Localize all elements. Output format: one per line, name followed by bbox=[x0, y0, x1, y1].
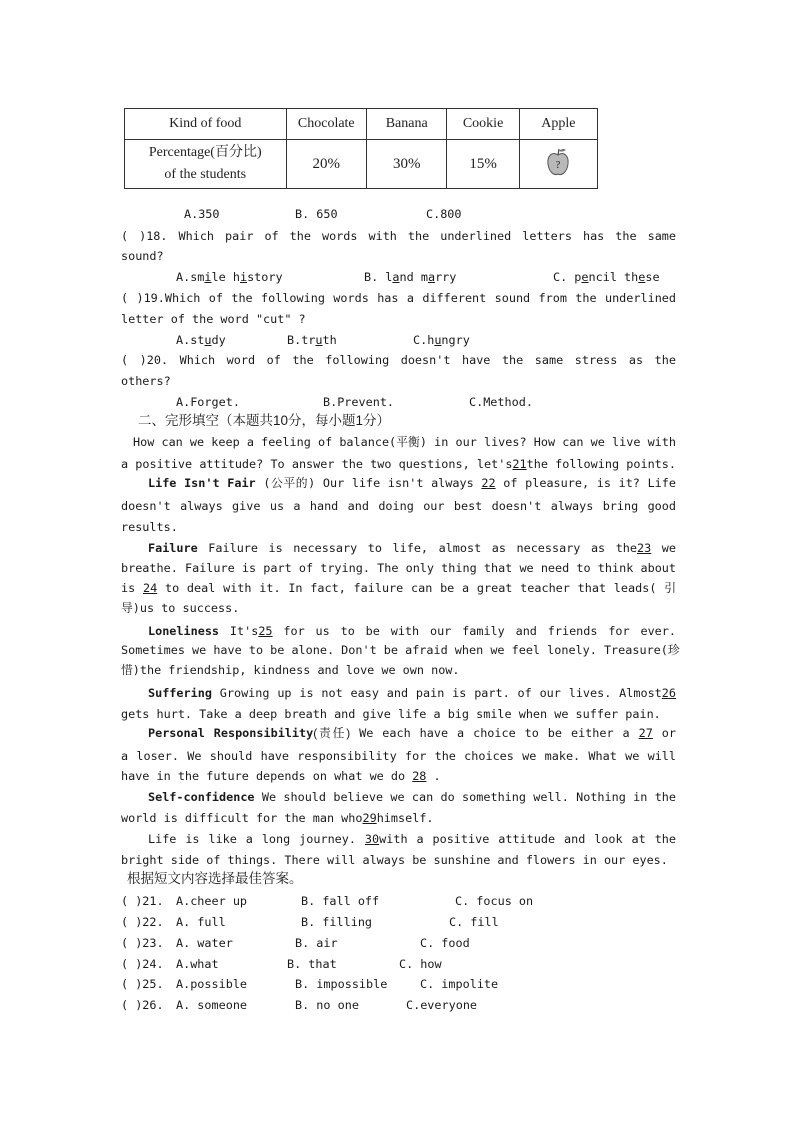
q20-option-a: A.Forget. bbox=[176, 395, 240, 409]
blank-21: 21 bbox=[512, 457, 527, 471]
q24-option-b: B. that bbox=[287, 957, 337, 971]
passage-p3-line-2: breathe. Failure is part of trying. The only thing that we need to think about bbox=[121, 561, 676, 575]
q19-b-text-2: th bbox=[322, 333, 337, 347]
q18-b-text-1: B. l bbox=[364, 270, 393, 284]
q20-stem-line-2: others? bbox=[121, 374, 171, 388]
q19-c-text-1: C.h bbox=[413, 333, 435, 347]
p8-text-a: Life is like a long journey. bbox=[148, 832, 356, 846]
passage-p2-line-2: doesn't always give us a hand and doing our best doesn't always bring good bbox=[121, 499, 676, 513]
q24-option-c: C. how bbox=[399, 957, 442, 971]
passage-p4-line-1 bbox=[148, 621, 676, 641]
q18-stem-line-2: sound? bbox=[121, 249, 164, 263]
passage-p2-line-1 bbox=[148, 473, 676, 493]
p3-text-b: we bbox=[661, 541, 677, 555]
heading-loneliness: Loneliness bbox=[148, 624, 220, 638]
p6-text-d: . bbox=[433, 769, 441, 783]
q21-option-b: B. fall off bbox=[301, 894, 380, 908]
q18-c-text-2: ncil th bbox=[588, 270, 639, 284]
q19-option-a bbox=[176, 330, 226, 350]
q26-option-b: B. no one bbox=[295, 998, 359, 1012]
blank-28: 28 bbox=[412, 769, 427, 783]
q25-option-b: B. impossible bbox=[295, 977, 388, 991]
heading-self-confidence: Self-confidence bbox=[148, 790, 255, 804]
q19-a-text-1: A.st bbox=[176, 333, 205, 347]
q23-option-b: B. air bbox=[295, 936, 338, 950]
p2-text-a: (公平的) Our life isn't always bbox=[263, 476, 474, 490]
passage-p7-line-2 bbox=[121, 808, 434, 828]
blank-22: 22 bbox=[481, 476, 496, 490]
passage-p4-line-3: 惜)the friendship, kindness and love we own now. bbox=[121, 663, 460, 677]
value-banana: 30% bbox=[367, 140, 447, 189]
passage-p1-line-1: How can we keep a feeling of balance(平衡) in our lives? How can we live with bbox=[133, 435, 676, 449]
q18-option-b bbox=[364, 267, 456, 287]
p2-text-b: of pleasure, is it? Life bbox=[503, 476, 676, 490]
q17-option-b: B. 650 bbox=[295, 207, 338, 221]
passage-p5-line-2: gets hurt. Take a deep breath and give life a big smile when we suffer pain. bbox=[121, 707, 661, 721]
q18-a-text-1: A.sm bbox=[176, 270, 205, 284]
q25-number: ( )25. bbox=[121, 977, 164, 991]
passage-p6-line-2: a loser. We should have responsibility for the choices we make. What we will bbox=[121, 749, 676, 763]
heading-personal-responsibility: Personal Responsibility bbox=[148, 726, 314, 740]
q18-c-underlined-1: e bbox=[581, 270, 589, 284]
p5-text-a: Growing up is not easy and pain is part. of our lives. Almost bbox=[219, 686, 662, 700]
q18-a-text-2: le h bbox=[211, 270, 240, 284]
q18-option-c bbox=[553, 267, 660, 287]
p4-text-a: It's bbox=[229, 624, 259, 638]
q23-option-a: A. water bbox=[176, 936, 233, 950]
instruction: 根据短文内容选择最佳答案。 bbox=[127, 871, 303, 886]
q23-number: ( )23. bbox=[121, 936, 164, 950]
q18-c-text-1: C. p bbox=[553, 270, 582, 284]
passage-p5-line-1 bbox=[148, 683, 676, 703]
blank-27: 27 bbox=[638, 726, 653, 740]
q25-option-c: C. impolite bbox=[420, 977, 499, 991]
q23-option-c: C. food bbox=[420, 936, 470, 950]
q18-stem-line-1: ( )18. Which pair of the words with the underlined letters has the same bbox=[121, 229, 676, 243]
q19-a-underlined: u bbox=[204, 333, 212, 347]
p3-text-d: to deal with it. In fact, failure can be a great teacher that leads( bbox=[164, 581, 657, 595]
apple-icon bbox=[546, 147, 570, 177]
q19-stem-line-1: ( )19.Which of the following words has a different sound from the underlined bbox=[121, 291, 676, 305]
p1-text-a: a positive attitude? To answer the two questions, let's bbox=[121, 457, 513, 471]
q20-stem-line-1: ( )20. Which word of the following doesn't have the same stress as the bbox=[121, 353, 676, 367]
passage-p4-line-2: Sometimes we have to be alone. Don't be afraid when we feel lonely. Treasure(珍 bbox=[121, 643, 680, 657]
q22-option-c: C. fill bbox=[449, 915, 499, 929]
blank-29: 29 bbox=[362, 811, 377, 825]
q17-option-a: A.350 bbox=[184, 207, 220, 221]
passage-p3-line-3 bbox=[121, 578, 676, 598]
q18-c-underlined-2: e bbox=[638, 270, 646, 284]
q19-stem-line-2: letter of the word "cut" ? bbox=[121, 312, 306, 326]
passage-p2-line-3: results. bbox=[121, 520, 178, 534]
q18-a-text-3: story bbox=[247, 270, 283, 284]
p6-cn-gloss: (责任) bbox=[313, 726, 351, 740]
food-percentage-table bbox=[124, 108, 598, 189]
q26-option-a: A. someone bbox=[176, 998, 248, 1012]
q21-option-a: A.cheer up bbox=[176, 894, 248, 908]
q19-c-underlined: u bbox=[434, 333, 442, 347]
table-header-kind: Kind of food bbox=[125, 109, 287, 140]
blank-24: 24 bbox=[142, 581, 158, 595]
p7-text-c: himself. bbox=[376, 811, 434, 825]
q18-c-text-3: se bbox=[645, 270, 660, 284]
q25-option-a: A.possible bbox=[176, 977, 248, 991]
blank-23: 23 bbox=[637, 541, 652, 555]
table-row-label bbox=[125, 140, 287, 189]
q26-number: ( )26. bbox=[121, 998, 164, 1012]
table-header-row bbox=[125, 109, 598, 140]
heading-suffering: Suffering bbox=[148, 686, 212, 700]
value-apple bbox=[519, 140, 597, 189]
q21-number: ( )21. bbox=[121, 894, 164, 908]
p3-text-c: is bbox=[121, 581, 136, 595]
p6-text-c: have in the future depends on what we do bbox=[121, 769, 406, 783]
p6-text-b: or bbox=[661, 726, 676, 740]
passage-p8-line-1 bbox=[148, 829, 676, 849]
q18-b-underlined-1: a bbox=[392, 270, 400, 284]
table-header-apple: Apple bbox=[519, 109, 597, 140]
q19-b-underlined: u bbox=[315, 333, 323, 347]
p7-text-b: world is difficult for the man who bbox=[121, 811, 363, 825]
p3-text-a: Failure is necessary to life, almost as necessary as the bbox=[208, 541, 638, 555]
blank-25: 25 bbox=[258, 624, 273, 638]
q19-b-text-1: B.tr bbox=[287, 333, 316, 347]
q20-option-b: B.Prevent. bbox=[323, 395, 395, 409]
q22-option-a: A. full bbox=[176, 915, 226, 929]
q19-a-text-2: dy bbox=[211, 333, 226, 347]
p1-text-b: the following points. bbox=[526, 457, 676, 471]
q18-a-underlined-1: i bbox=[204, 270, 212, 284]
value-cookie: 15% bbox=[447, 140, 519, 189]
q19-option-c bbox=[413, 330, 470, 350]
passage-p6-line-1 bbox=[148, 723, 676, 743]
q21-option-c: C. focus on bbox=[455, 894, 534, 908]
passage-p6-line-3 bbox=[121, 766, 441, 786]
table-header-banana: Banana bbox=[367, 109, 447, 140]
q22-option-b: B. filling bbox=[301, 915, 373, 929]
passage-p7-line-1 bbox=[148, 787, 676, 807]
p7-text-a: We should believe we can do something well. Nothing in the bbox=[261, 790, 676, 804]
q17-option-c: C.800 bbox=[426, 207, 462, 221]
apple-question-mark: ? bbox=[556, 159, 561, 171]
passage-p3-line-4: 导)us to success. bbox=[121, 601, 240, 615]
blank-26: 26 bbox=[661, 686, 676, 700]
q24-number: ( )24. bbox=[121, 957, 164, 971]
q22-number: ( )22. bbox=[121, 915, 164, 929]
q18-option-a bbox=[176, 267, 283, 287]
q20-option-c: C.Method. bbox=[469, 395, 533, 409]
section-2-title: 二、完形填空（本题共10分，每小题1分） bbox=[138, 413, 391, 428]
value-chocolate: 20% bbox=[286, 140, 367, 189]
q19-c-text-2: ngry bbox=[441, 333, 470, 347]
q18-b-text-3: rry bbox=[435, 270, 457, 284]
q18-a-underlined-2: i bbox=[239, 270, 248, 284]
p4-text-b: for us to be with our family and friends for ever. bbox=[283, 624, 676, 638]
p6-text-a: We each have a choice to be either a bbox=[359, 726, 630, 740]
q18-b-underlined-2: a bbox=[427, 270, 436, 284]
heading-life-isnt-fair: Life Isn't Fair bbox=[148, 476, 256, 490]
q24-option-a: A.what bbox=[176, 957, 219, 971]
q19-option-b bbox=[287, 330, 337, 350]
table-header-chocolate: Chocolate bbox=[286, 109, 367, 140]
p3-text-e: 引 bbox=[664, 581, 676, 595]
row-label-line-1: Percentage(百分比) bbox=[148, 145, 262, 160]
q18-b-text-2: nd m bbox=[399, 270, 428, 284]
passage-p8-line-2: bright side of things. There will always be sunshine and flowers in our eyes. bbox=[121, 853, 668, 867]
passage-p1-line-2 bbox=[121, 454, 676, 474]
table-data-row bbox=[125, 140, 598, 189]
heading-failure: Failure bbox=[148, 541, 198, 555]
row-label-line-2: of the students bbox=[164, 167, 247, 182]
blank-30: 30 bbox=[364, 832, 380, 846]
p8-text-b: with a positive attitude and look at the bbox=[379, 832, 676, 846]
passage-p3-line-1 bbox=[148, 538, 676, 558]
table-header-cookie: Cookie bbox=[447, 109, 519, 140]
q26-option-c: C.everyone bbox=[406, 998, 478, 1012]
